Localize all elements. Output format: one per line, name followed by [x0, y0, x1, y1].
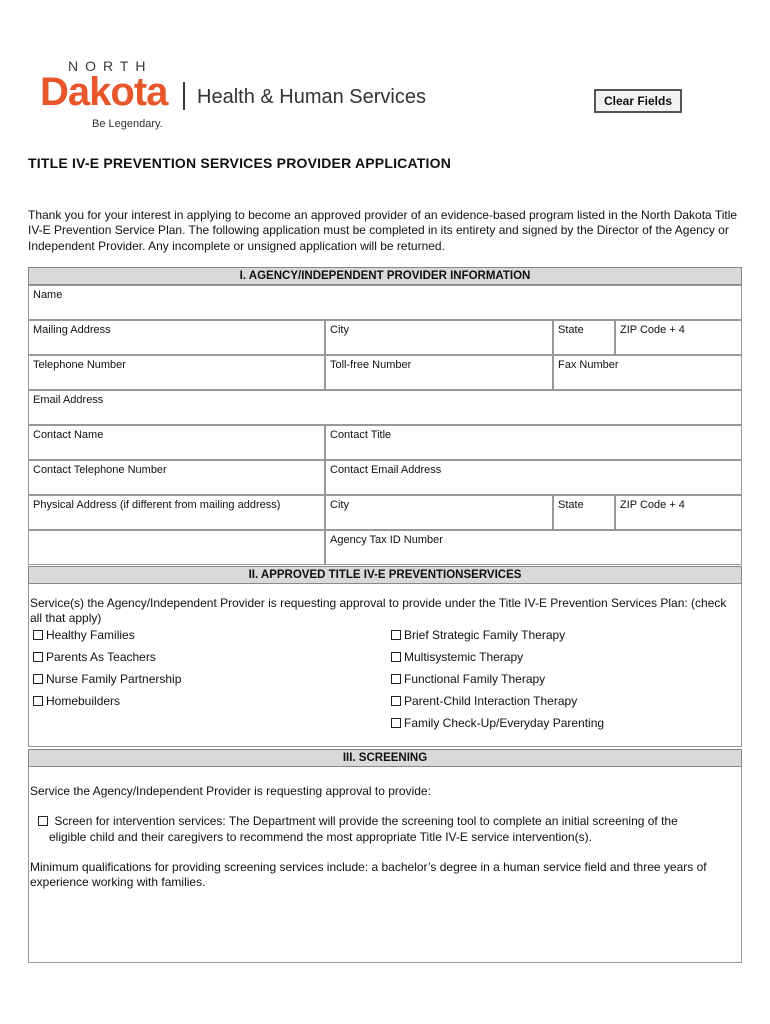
contact-phone-label: Contact Telephone Number	[33, 464, 167, 476]
email-field[interactable]	[28, 390, 742, 425]
option-label: Healthy Families	[46, 628, 135, 642]
tollfree-label: Toll-free Number	[330, 359, 412, 371]
section-3-prompt: Service the Agency/Independent Provider is requesting approval to provide:	[30, 784, 431, 798]
zip2-field[interactable]	[615, 495, 742, 530]
city-field[interactable]	[325, 320, 553, 355]
zip-field[interactable]	[615, 320, 742, 355]
email-input[interactable]	[32, 407, 738, 421]
physical-address-line2-input[interactable]	[32, 547, 321, 561]
city2-field[interactable]	[325, 495, 553, 530]
contact-title-input[interactable]	[329, 442, 738, 456]
tax-id-label: Agency Tax ID Number	[330, 534, 443, 546]
checkbox-square-icon	[391, 718, 401, 728]
contact-email-label: Contact Email Address	[330, 464, 442, 476]
option-label: Multisystemic Therapy	[404, 650, 524, 664]
option-label: Brief Strategic Family Therapy	[404, 628, 566, 642]
contact-name-field[interactable]	[28, 425, 325, 460]
fax-input[interactable]	[557, 372, 738, 386]
mailing-address-label: Mailing Address	[33, 324, 111, 336]
tollfree-input[interactable]	[329, 372, 549, 386]
email-label: Email Address	[33, 394, 104, 406]
mailing-address-input[interactable]	[32, 337, 321, 351]
checkbox-parent-child-interaction-therapy[interactable]	[391, 694, 577, 708]
tax-id-input[interactable]	[329, 547, 738, 561]
checkbox-brief-strategic-family-therapy[interactable]	[391, 628, 565, 642]
contact-name-label: Contact Name	[33, 429, 104, 441]
option-label: Parents As Teachers	[46, 650, 156, 664]
checkbox-square-icon	[391, 652, 401, 662]
telephone-label: Telephone Number	[33, 359, 126, 371]
section-1-heading: I. AGENCY/INDEPENDENT PROVIDER INFORMATION	[28, 267, 742, 285]
city2-input[interactable]	[329, 512, 549, 526]
fax-field[interactable]	[553, 355, 742, 390]
checkbox-functional-family-therapy[interactable]	[391, 672, 545, 686]
state-input[interactable]	[557, 337, 611, 351]
contact-phone-input[interactable]	[32, 477, 321, 491]
state-label: State	[558, 324, 584, 336]
checkbox-screen-for-intervention[interactable]	[38, 814, 738, 845]
name-field[interactable]	[28, 285, 742, 320]
checkbox-parents-as-teachers[interactable]	[33, 650, 156, 664]
zip2-label: ZIP Code + 4	[620, 499, 685, 511]
option-label: Functional Family Therapy	[404, 672, 546, 686]
physical-address-field[interactable]	[28, 495, 325, 530]
section-2-heading: II. APPROVED TITLE IV-E PREVENTIONSERVICES	[28, 566, 742, 584]
section-3-heading: III. SCREENING	[28, 749, 742, 767]
mailing-address-field[interactable]	[28, 320, 325, 355]
contact-title-label: Contact Title	[330, 429, 392, 441]
logo-agency-name: Health & Human Services	[197, 86, 426, 108]
zip2-input[interactable]	[619, 512, 738, 526]
contact-name-input[interactable]	[32, 442, 321, 456]
zip-label: ZIP Code + 4	[620, 324, 685, 336]
state2-label: State	[558, 499, 584, 511]
checkbox-square-icon	[33, 696, 43, 706]
contact-phone-field[interactable]	[28, 460, 325, 495]
checkbox-nurse-family-partnership[interactable]	[33, 672, 181, 686]
checkbox-multisystemic-therapy[interactable]	[391, 650, 523, 664]
option-label: Nurse Family Partnership	[46, 672, 182, 686]
tollfree-field[interactable]	[325, 355, 553, 390]
page-title: TITLE IV-E PREVENTION SERVICES PROVIDER APPLICATION	[28, 155, 452, 171]
state2-field[interactable]	[553, 495, 615, 530]
checkbox-square-icon	[391, 696, 401, 706]
checkbox-square-icon	[33, 652, 43, 662]
checkbox-healthy-families[interactable]	[33, 628, 135, 642]
logo-dakota-text: Dakota	[40, 70, 168, 114]
section-2-prompt: Service(s) the Agency/Independent Provider is requesting approval to provide under the Title IV-E Prevention Services Plan: (check all that apply)	[30, 596, 727, 625]
zip-input[interactable]	[619, 337, 738, 351]
fax-label: Fax Number	[558, 359, 619, 371]
contact-email-input[interactable]	[329, 477, 738, 491]
physical-address-label: Physical Address (if different from mailing address)	[33, 499, 281, 511]
option-label: Family Check-Up/Everyday Parenting	[404, 716, 605, 730]
telephone-field[interactable]	[28, 355, 325, 390]
screening-qualifications: Minimum qualifications for providing screening services include: a bachelor’s degree in a human service field and three years of experience working with families.	[30, 860, 707, 889]
state2-input[interactable]	[557, 512, 611, 526]
checkbox-family-check-up[interactable]	[391, 716, 604, 730]
physical-address-continued-field[interactable]	[28, 530, 325, 565]
option-label: Homebuilders	[46, 694, 121, 708]
state-field[interactable]	[553, 320, 615, 355]
name-input[interactable]	[32, 302, 738, 316]
logo-north-text: NORTH	[68, 58, 153, 74]
city2-label: City	[330, 499, 349, 511]
option-label: Parent-Child Interaction Therapy	[404, 694, 578, 708]
city-label: City	[330, 324, 349, 336]
physical-address-input[interactable]	[32, 512, 321, 526]
name-label: Name	[33, 289, 63, 301]
logo-tagline: Be Legendary.	[92, 118, 163, 130]
checkbox-square-icon	[391, 630, 401, 640]
contact-title-field[interactable]	[325, 425, 742, 460]
contact-email-field[interactable]	[325, 460, 742, 495]
tax-id-field[interactable]	[325, 530, 742, 565]
checkbox-square-icon	[33, 674, 43, 684]
telephone-input[interactable]	[32, 372, 321, 386]
checkbox-square-icon	[38, 816, 48, 826]
clear-fields-button[interactable]: Clear Fields	[594, 89, 682, 113]
option-label-continued: eligible child and their caregivers to recommend the most appropriate Title IV-E service intervention(s).	[49, 829, 592, 844]
option-label: Screen for intervention services: The Department will provide the screening tool to complete an initial screening of the	[54, 814, 678, 828]
logo-divider	[183, 82, 185, 110]
checkbox-homebuilders[interactable]	[33, 694, 120, 708]
checkbox-square-icon	[391, 674, 401, 684]
checkbox-square-icon	[33, 630, 43, 640]
city-input[interactable]	[329, 337, 549, 351]
intro-paragraph: Thank you for your interest in applying to become an approved provider of an evidence-based program listed in the North Dakota Title IV-E Prevention Service Plan. The following application must be completed in its entirety and signed by the Director of the Agency or Independent Provider. Any incomplete or unsigned application will be returned.	[28, 208, 738, 253]
